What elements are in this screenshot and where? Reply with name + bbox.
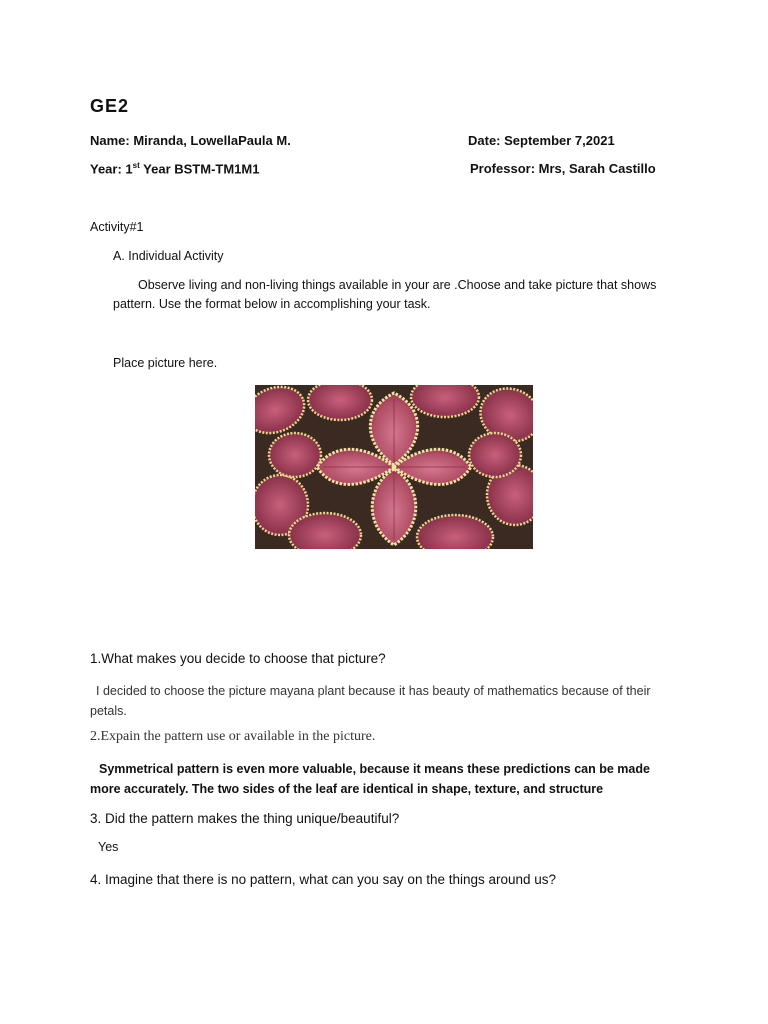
question-4: 4. Imagine that there is no pattern, what can you say on the things around us? [90, 872, 557, 887]
answer-3: Yes [98, 840, 119, 854]
answer-1: I decided to choose the picture mayana plant because it has beauty of mathematics because of their petals. [90, 684, 651, 718]
activity-label: Activity#1 [90, 220, 144, 234]
year-field [90, 161, 259, 176]
instructions-line-2: pattern. Use the format below in accomplishing your task. [113, 297, 431, 311]
year-superscript: st [132, 161, 140, 170]
year-suffix: Year BSTM-TM1M1 [139, 161, 260, 177]
question-1: 1.What makes you decide to choose that picture? [90, 651, 386, 666]
section-heading: A. Individual Activity [113, 249, 224, 263]
professor-field: Professor: Mrs, Sarah Castillo [470, 161, 656, 176]
coleus-leaves-photo [255, 385, 533, 549]
question-3: 3. Did the pattern makes the thing unique/beautiful? [90, 811, 400, 826]
question-2: 2.Expain the pattern use or available in the picture. [90, 729, 376, 744]
document-title: GE2 [90, 96, 130, 116]
year-prefix: Year: 1 [90, 161, 133, 177]
place-picture-label: Place picture here. [113, 356, 218, 370]
date-field: Date: September 7,2021 [468, 133, 615, 148]
answer-2: Symmetrical pattern is even more valuable, because it means these predictions can be made more accurately. The two sides of the leaf are identical in shape, texture, and structure [90, 762, 650, 796]
instructions-line-1: Observe living and non-living things available in your are .Choose and take picture that shows [138, 278, 657, 292]
name-field: Name: Miranda, LowellaPaula M. [90, 133, 291, 148]
